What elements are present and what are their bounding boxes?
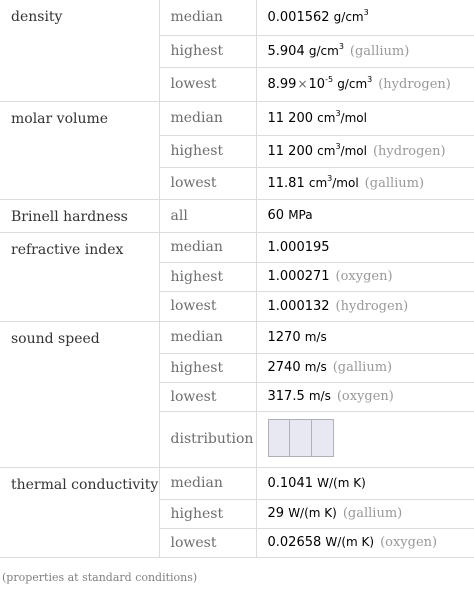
- table-row: [0, 467, 474, 499]
- value-cell: [256, 411, 474, 467]
- row-label: lowest: [159, 67, 256, 101]
- unit: g/cm: [308, 43, 339, 58]
- unit: m/s: [304, 360, 327, 374]
- unit-power: 3: [327, 173, 333, 183]
- value-cell: [256, 291, 474, 321]
- value: 1270: [267, 329, 301, 345]
- property-name: refractive index: [0, 232, 159, 321]
- unit-power: 3: [338, 41, 344, 51]
- histogram-bar: [290, 420, 312, 456]
- unit: cm: [317, 143, 336, 158]
- unit: W/(m K): [325, 535, 375, 549]
- value-cell: [256, 467, 474, 499]
- value: 29: [267, 506, 285, 521]
- value-cell: [256, 382, 474, 411]
- value-cell: [256, 199, 474, 232]
- unit-suffix: /mol: [332, 175, 359, 190]
- value-cell: [256, 135, 474, 167]
- value-cell: [256, 353, 474, 382]
- table-row: [0, 199, 474, 232]
- histogram-bar: [269, 420, 291, 456]
- unit: cm: [317, 110, 336, 125]
- value: 5.904: [267, 43, 305, 59]
- value-cell: [256, 499, 474, 528]
- row-label: lowest: [159, 291, 256, 321]
- property-name: thermal conductivity: [0, 467, 159, 557]
- table-row: [0, 321, 474, 353]
- row-label: distribution: [159, 411, 256, 467]
- value: 0.001562: [267, 9, 330, 25]
- source-element: (oxygen): [380, 535, 438, 550]
- value: 317.5: [267, 389, 305, 404]
- property-name: density: [0, 0, 159, 101]
- unit: m/s: [308, 389, 331, 403]
- row-label: highest: [159, 135, 256, 167]
- unit: W/(m K): [317, 475, 366, 490]
- unit-suffix: /mol: [340, 110, 367, 125]
- property-name: sound speed: [0, 321, 159, 467]
- source-element: (oxygen): [335, 269, 393, 284]
- unit-power: 3: [335, 108, 341, 118]
- source-element: (hydrogen): [335, 298, 409, 314]
- row-label: lowest: [159, 382, 256, 411]
- source-element: (hydrogen): [378, 76, 451, 92]
- unit-power: 3: [363, 7, 369, 17]
- value: 1.000132: [267, 298, 330, 314]
- value-cell: [256, 67, 474, 101]
- source-element: (oxygen): [336, 389, 394, 404]
- value-cell: [256, 0, 474, 35]
- unit: cm: [308, 175, 328, 190]
- value-cell: [256, 528, 474, 557]
- row-label: median: [159, 467, 256, 499]
- source-element: (gallium): [364, 175, 425, 191]
- property-name: Brinell hardness: [0, 199, 159, 232]
- unit-power: 3: [367, 74, 373, 84]
- value-cell: [256, 321, 474, 353]
- value: 11 200: [267, 110, 313, 126]
- source-element: (gallium): [342, 506, 403, 521]
- value-cell: [256, 232, 474, 262]
- unit-suffix: /mol: [340, 143, 367, 158]
- footer-note: (properties at standard conditions): [2, 571, 198, 584]
- unit-power: 3: [335, 141, 341, 151]
- table-row: [0, 232, 474, 262]
- value: 1.000195: [267, 239, 330, 255]
- value: 8.99: [267, 76, 297, 92]
- value-cell: [256, 167, 474, 199]
- row-label: lowest: [159, 528, 256, 557]
- unit: W/(m K): [288, 506, 337, 520]
- row-label: highest: [159, 499, 256, 528]
- value: 60: [267, 208, 285, 223]
- histogram-bar: [312, 420, 333, 456]
- value: 11.81: [267, 175, 305, 191]
- unit: g/cm: [333, 9, 364, 24]
- unit: g/cm: [337, 76, 368, 91]
- row-label: highest: [159, 262, 256, 291]
- value: 2740: [267, 360, 301, 375]
- row-label: median: [159, 321, 256, 353]
- table-row: [0, 101, 474, 135]
- row-label: median: [159, 0, 256, 35]
- source-element: (gallium): [349, 43, 410, 59]
- value: 11 200: [267, 143, 313, 159]
- value-cell: [256, 101, 474, 135]
- row-label: highest: [159, 35, 256, 67]
- value: 0.1041: [267, 475, 313, 491]
- value: 0.02658: [267, 535, 322, 550]
- source-element: (gallium): [332, 360, 393, 375]
- unit: MPa: [288, 208, 313, 222]
- exponent: -5: [325, 74, 334, 84]
- row-label: highest: [159, 353, 256, 382]
- row-label: all: [159, 199, 256, 232]
- row-label: lowest: [159, 167, 256, 199]
- unit: m/s: [304, 329, 327, 344]
- value-cell: [256, 262, 474, 291]
- value-cell: [256, 35, 474, 67]
- distribution-chart: [268, 419, 334, 457]
- value: 1.000271: [267, 269, 330, 284]
- row-label: median: [159, 232, 256, 262]
- exponent-base: 10: [308, 76, 326, 92]
- table-row: [0, 0, 474, 35]
- row-label: median: [159, 101, 256, 135]
- property-name: molar volume: [0, 101, 159, 199]
- source-element: (hydrogen): [372, 143, 446, 159]
- times-sign: ×: [297, 76, 308, 91]
